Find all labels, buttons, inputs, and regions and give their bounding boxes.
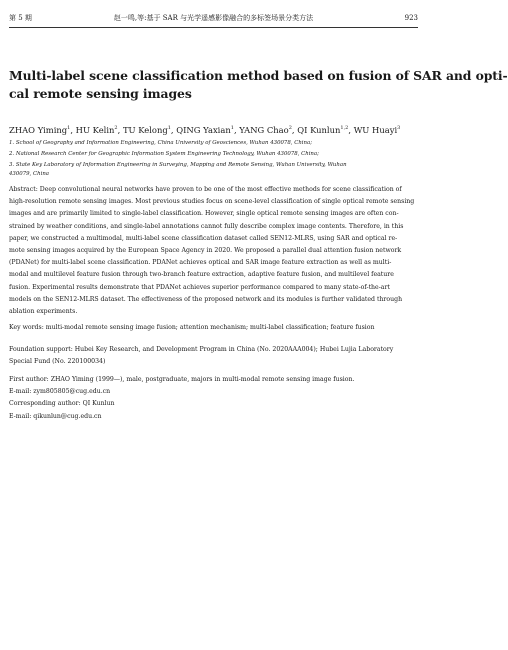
affiliation-1: 1. School of Geography and Information Engineering, China University of Geosciences, Wuhan 430078, China;	[9, 140, 313, 146]
foundation-line: Foundation support: Hubei Key Research, and Development Program in China (No. 2020AAA004); Hubei Lujia Laboratory	[9, 346, 394, 353]
paper-title	[9, 67, 508, 103]
author-contact	[9, 374, 418, 423]
title-line-2: cal remote sensing images	[9, 86, 192, 101]
affiliation-3-cont: 430079, China	[9, 171, 50, 177]
foundation-support	[9, 344, 418, 368]
abstract-line: mote sensing images acquired by the European Space Agency in 2020. We proposed a parallel dual attention fusion network	[9, 247, 402, 255]
affiliation-2: 2. National Research Center for Geographic Information System Engineering Technology, Wuhan 430078, China;	[9, 151, 319, 157]
author: ZHAO Yiming$^1$	[9, 125, 71, 135]
running-title: 赵一鸣,等:基于 SAR 与光学遥感影像融合的多标签场景分类方法	[113, 14, 314, 22]
author: YANG Chao$^2$	[239, 125, 292, 135]
affiliation-3: 3. State Key Laboratory of Information Engineering in Surveying, Mapping and Remote Sensing, Wuhan University, Wuhan	[9, 162, 347, 168]
author: WU Huayi$^3$	[353, 125, 401, 135]
author: TU Kelong$^1$	[122, 125, 171, 135]
author: QI Kunlun$^{1,2}$	[297, 125, 349, 135]
header-rule	[9, 27, 418, 28]
abstract-line: strained by weather conditions, and single-label annotations cannot fully describe complex image contents. Therefore, in this	[9, 222, 404, 230]
corresponding-author-line: Corresponding author: QI Kunlun	[9, 400, 115, 408]
abstract-line: modal and multilevel feature fusion through two-branch feature extraction, adaptive feature fusion, and multilevel feature	[9, 271, 394, 279]
abstract-line: high-resolution remote sensing images. Most previous studies focus on scene-level classification of single optical remote sensing	[9, 198, 415, 206]
author-list: ZHAO Yiming$^1$, HU Kelin$^2$, TU Kelong$^1$, QING Yaxian$^1$, YANG Chao$^2$, QI Kunlun$^{1,2}$, WU Huayi$^3$	[9, 125, 401, 135]
issue-number: 第 5 期	[9, 14, 32, 22]
abstract	[9, 184, 418, 318]
author: QING Yaxian$^1$	[176, 125, 234, 135]
page-number: 923	[404, 14, 418, 22]
title-line-1: Multi-label scene classification method based on fusion of SAR and opti-	[9, 68, 508, 83]
abstract-line: ablation experiments.	[9, 308, 78, 316]
foundation-line: Special Fund (No. 220100034)	[9, 358, 106, 366]
abstract-line: (PDANet) for multi-label scene classification. PDANet achieves optical and SAR image feature extraction as well as multi-	[9, 259, 392, 267]
corresponding-author-email: E-mail: qikunlun@cug.edu.cn	[9, 412, 102, 420]
first-author-email: E-mail: zym805805@cug.edu.cn	[9, 388, 111, 396]
abstract-line: models on the SEN12-MLRS dataset. The effectiveness of the proposed network and its modules is further validated through	[9, 295, 403, 303]
abstract-line: Abstract: Deep convolutional neural networks have proven to be one of the most effective methods for scene classification of	[9, 186, 402, 193]
running-header	[9, 12, 418, 24]
abstract-line: images and are primarily limited to single-label classification. However, single optical remote sensing images are often con-	[9, 210, 399, 218]
author: HU Kelin$^2$	[75, 125, 118, 135]
abstract-line: paper, we constructed a multimodal, multi-label scene classification dataset called SEN12-MLRS, using SAR and optical re-	[9, 234, 398, 242]
abstract-line: fusion. Experimental results demonstrate that PDANet achieves superior performance compared to many state-of-the-art	[9, 283, 390, 291]
keywords: Key words: multi-modal remote sensing image fusion; attention mechanism; multi-label classification; feature fusion	[9, 324, 375, 331]
first-author-line: First author: ZHAO Yiming (1999—), male, postgraduate, majors in multi-modal remote sensing image fusion.	[9, 376, 355, 383]
